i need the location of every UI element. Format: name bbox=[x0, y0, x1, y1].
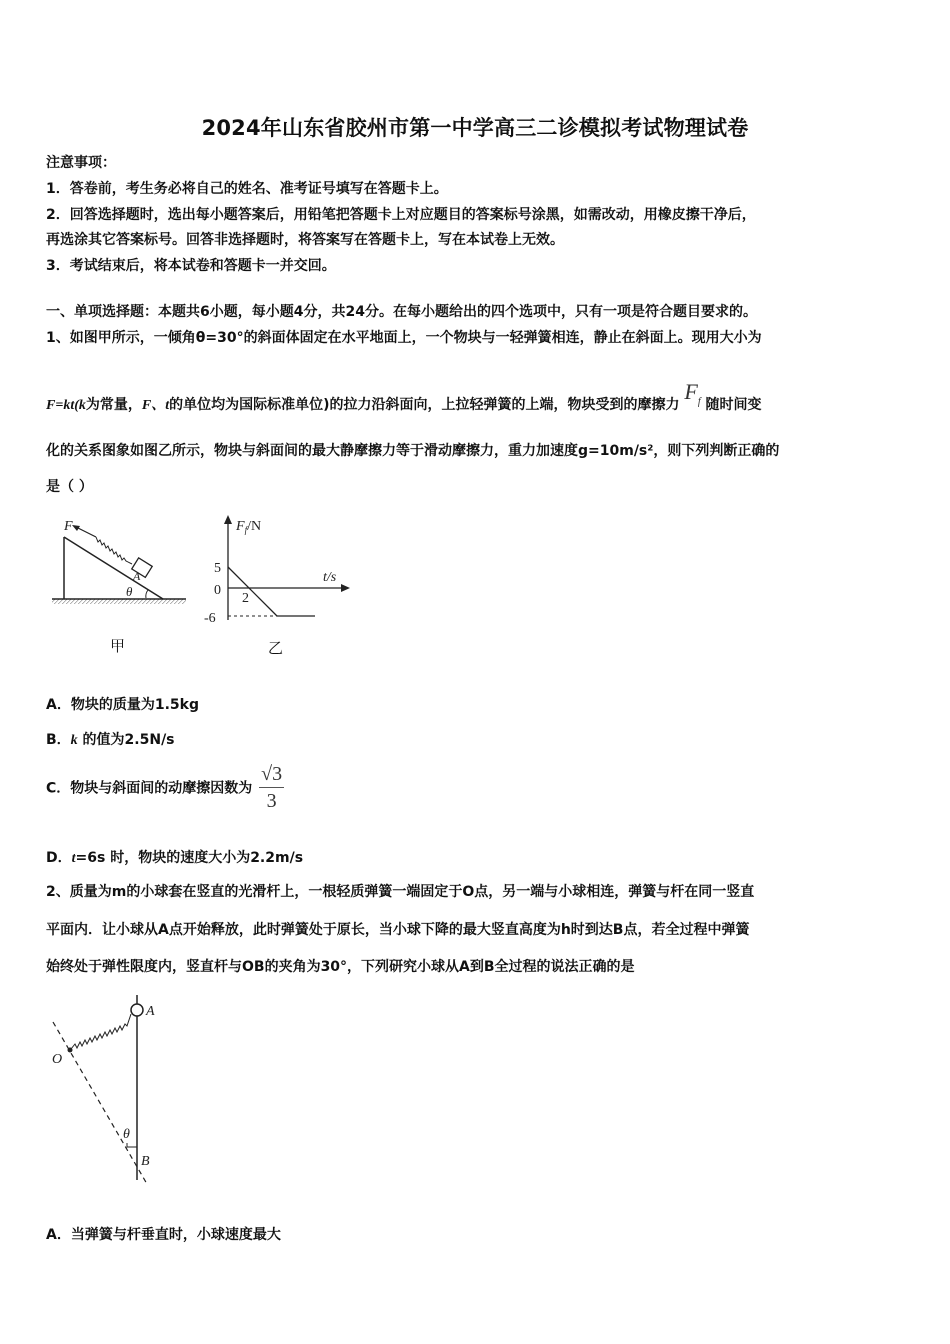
notice-heading: 注意事项： bbox=[46, 155, 116, 171]
q2-stem-line2: 平面内．让小球从A点开始释放，此时弹簧处于原长，当小球下降的最大竖直高度为h时到达B点，若全过程中弹簧 bbox=[46, 922, 750, 938]
svg-text:-6: -6 bbox=[204, 611, 216, 626]
svg-text:A: A bbox=[133, 569, 141, 583]
q1-option-d: D．t=6s 时，物块的速度大小为2.2m/s bbox=[46, 850, 304, 866]
svg-text:F: F bbox=[64, 519, 73, 534]
figure-jia-caption: 甲 bbox=[110, 637, 126, 655]
svg-text:t/s: t/s bbox=[323, 570, 337, 585]
q1-stem-line4: 是（ ） bbox=[46, 479, 93, 495]
q1-option-a: A．物块的质量为1.5kg bbox=[46, 697, 199, 713]
svg-text:0: 0 bbox=[214, 583, 221, 598]
svg-text:B: B bbox=[141, 1154, 150, 1169]
figure-rod-spring bbox=[40, 990, 240, 1190]
document-title: 2024年山东省胶州市第一中学高三二诊模拟考试物理试卷 bbox=[201, 116, 749, 140]
q1-stem-line2: F=kt(k为常量，F、t的单位均为国际标准单位)的拉力沿斜面向，上拉轻弹簧的上端，物块受到的摩擦力 $F_f$ 随时间变 bbox=[46, 379, 762, 413]
q2-option-a: A．当弹簧与杆垂直时，小球速度最大 bbox=[46, 1227, 281, 1243]
notice-item-1: 1．答卷前，考生务必将自己的姓名、准考证号填写在答题卡上。 bbox=[46, 181, 448, 197]
section-heading: 一、单项选择题：本题共6小题，每小题4分，共24分。在每小题给出的四个选项中，只有一项是符合题目要求的。 bbox=[46, 304, 757, 320]
figure-yi-caption: 乙 bbox=[268, 639, 284, 657]
notice-item-2-cont: 再选涂其它答案标号。回答非选择题时，将答案写在答题卡上，写在本试卷上无效。 bbox=[46, 232, 564, 248]
notice-item-3: 3．考试结束后，将本试卷和答题卡一并交回。 bbox=[46, 258, 336, 274]
svg-text:5: 5 bbox=[214, 561, 221, 576]
q1-stem-line1: 1、如图甲所示，一倾角θ=30°的斜面体固定在水平地面上，一个物块与一轻弹簧相连，静止在斜面上。现用大小为 bbox=[46, 330, 762, 346]
svg-text:2: 2 bbox=[242, 591, 249, 606]
svg-text:O: O bbox=[52, 1052, 63, 1067]
svg-text:A: A bbox=[146, 1004, 155, 1019]
q1-option-b: B．k 的值为2.5N/s bbox=[46, 732, 175, 748]
q2-stem-line1: 2、质量为m的小球套在竖直的光滑杆上，一根轻质弹簧一端固定于O点，另一端与小球相连，弹簧与杆在同一竖直 bbox=[46, 884, 755, 900]
svg-text:θ: θ bbox=[126, 584, 133, 599]
notice-item-2: 2．回答选择题时，选出每小题答案后，用铅笔把答题卡上对应题目的答案标号涂黑，如需改动，用橡皮擦干净后， bbox=[46, 207, 756, 223]
friction-symbol: $F_f$ bbox=[684, 379, 701, 408]
q1-option-c: C．物块与斜面间的动摩擦因数为 $\frac{√3}{3}$ bbox=[46, 763, 283, 812]
svg-text:Ff/N: $F_f/N$ bbox=[236, 519, 262, 535]
figure-incline bbox=[46, 512, 191, 652]
q1-formula: F=kt( bbox=[46, 398, 79, 413]
q2-stem-line3: 始终处于弹性限度内，竖直杆与OB的夹角为30°，下列研究小球从A到B全过程的说法正确的是 bbox=[46, 959, 635, 975]
svg-text:θ: θ bbox=[123, 1127, 130, 1142]
friction-time-chart bbox=[200, 510, 360, 630]
q1-stem-line3: 化的关系图象如图乙所示，物块与斜面间的最大静摩擦力等于滑动摩擦力，重力加速度g=10m/s²，则下列判断正确的 bbox=[46, 443, 780, 459]
fraction-sqrt3-over-3: $\frac{√3}{3}$ bbox=[261, 763, 283, 812]
